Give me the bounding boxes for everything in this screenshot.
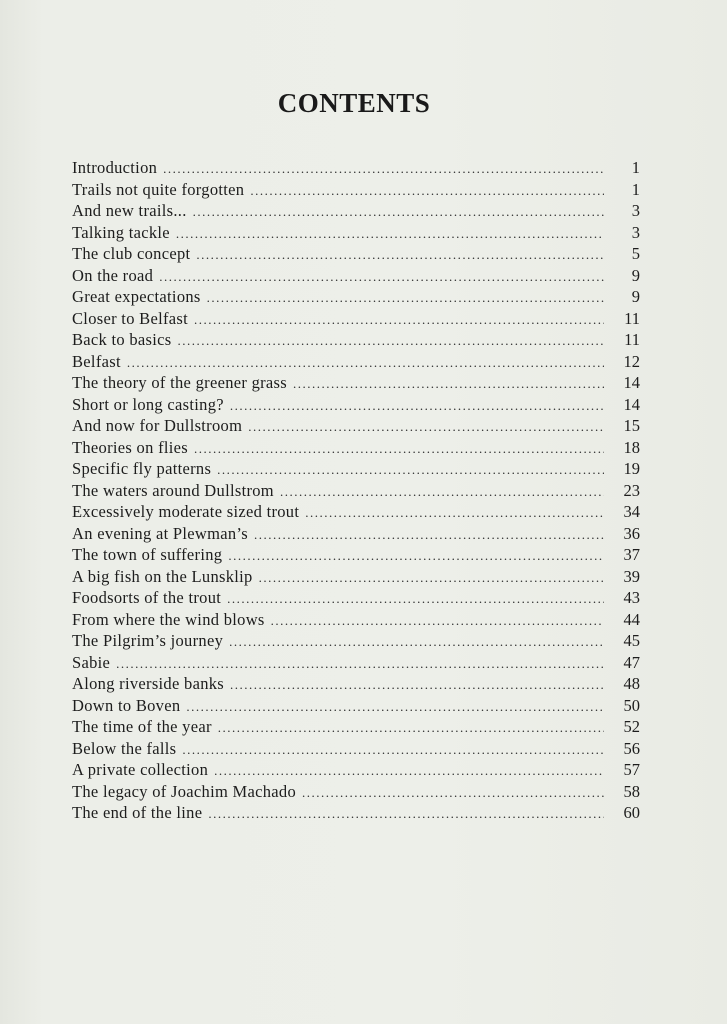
dot-leader: [176, 223, 604, 245]
toc-entry-title: A big fish on the Lunsklip: [72, 566, 253, 586]
toc-entry-page-number: 11: [624, 330, 640, 349]
toc-entry-title: The end of the line: [72, 803, 203, 822]
toc-entry-title: And now for Dullstroom: [72, 416, 243, 435]
dot-leader: [196, 244, 604, 266]
toc-entry-page-number: 58: [623, 781, 640, 801]
toc-entry-page-number: 56: [623, 738, 640, 758]
dot-leader: [207, 287, 604, 309]
toc-entry: [72, 652, 640, 674]
page-title: CONTENTS: [277, 88, 431, 118]
toc-entry-title: Theories on flies: [72, 437, 188, 457]
toc-entry-page-number: 36: [623, 523, 640, 543]
dot-leader: [259, 567, 604, 589]
toc-entry: [72, 501, 640, 523]
toc-entry-title: Specific fly patterns: [72, 459, 212, 478]
toc-entry: [72, 286, 640, 308]
toc-entry-title: Closer to Belfast: [72, 308, 188, 328]
toc-entry-title: The Pilgrim’s journey: [72, 631, 224, 650]
toc-entry-title: Introduction: [72, 158, 158, 177]
toc-entry-title: And new trails...: [72, 201, 187, 220]
toc-entry: [72, 609, 640, 631]
toc-entry-title: The legacy of Joachim Machado: [72, 781, 297, 801]
toc-entry-page-number: 19: [623, 459, 640, 478]
toc-entry: [72, 566, 640, 588]
toc-entry-title: The time of the year: [72, 717, 212, 736]
toc-entry-page-number: 9: [631, 265, 640, 285]
toc-entry-title: On the road: [72, 265, 154, 285]
dot-leader: [182, 739, 604, 761]
dot-leader: [230, 395, 604, 417]
toc-entry: [72, 587, 640, 609]
toc-entry: [72, 157, 640, 179]
toc-entry-title: Foodsorts of the trout: [72, 588, 222, 607]
dot-leader: [194, 309, 604, 331]
toc-entry-page-number: 37: [623, 545, 640, 564]
toc-entry-title: Short or long casting?: [72, 394, 224, 414]
toc-entry-title: The waters around Dullstrom: [72, 480, 274, 500]
toc-entry-title: The theory of the greener grass: [72, 373, 288, 392]
dot-leader: [193, 201, 604, 223]
dot-leader: [229, 631, 604, 653]
toc-entry: [72, 630, 640, 652]
toc-entry: [72, 394, 640, 416]
toc-entry: [72, 308, 640, 330]
toc-entry-page-number: 18: [623, 437, 640, 457]
table-of-contents: [72, 157, 640, 824]
dot-leader: [248, 416, 604, 438]
toc-entry-page-number: 11: [624, 308, 640, 328]
toc-entry: [72, 781, 640, 803]
toc-entry-page-number: 1: [631, 158, 640, 177]
toc-entry-title: A private collection: [72, 760, 209, 779]
toc-entry: [72, 415, 640, 437]
toc-entry-page-number: 14: [623, 373, 640, 392]
toc-entry-page-number: 45: [623, 631, 640, 650]
toc-entry-title: An evening at Plewman’s: [72, 523, 248, 543]
dot-leader: [305, 502, 604, 524]
toc-entry: [72, 673, 640, 695]
toc-entry-page-number: 9: [631, 287, 640, 306]
dot-leader: [186, 696, 604, 718]
toc-entry-page-number: 57: [623, 760, 640, 779]
toc-entry-title: Excessively moderate sized trout: [72, 502, 300, 521]
toc-entry-title: The town of suffering: [72, 545, 223, 564]
dot-leader: [228, 545, 604, 567]
dot-leader: [178, 330, 604, 352]
dot-leader: [302, 782, 604, 804]
toc-entry-page-number: 12: [623, 351, 640, 371]
toc-entry: [72, 243, 640, 265]
toc-entry: [72, 351, 640, 373]
dot-leader: [163, 158, 604, 180]
toc-entry-page-number: 3: [631, 222, 640, 242]
toc-entry: [72, 200, 640, 222]
dot-leader: [254, 524, 604, 546]
toc-entry-page-number: 14: [623, 394, 640, 414]
toc-entry: [72, 222, 640, 244]
toc-entry: [72, 480, 640, 502]
toc-entry-title: Trails not quite forgotten: [72, 179, 245, 199]
toc-entry-title: Great expectations: [72, 287, 201, 306]
toc-entry-page-number: 39: [623, 566, 640, 586]
toc-entry: [72, 265, 640, 287]
dot-leader: [159, 266, 604, 288]
toc-entry: [72, 695, 640, 717]
toc-entry-page-number: 43: [623, 588, 640, 607]
toc-entry-page-number: 47: [623, 652, 640, 672]
dot-leader: [214, 760, 604, 782]
toc-entry-title: Talking tackle: [72, 222, 170, 242]
dot-leader: [116, 653, 604, 675]
toc-entry: [72, 458, 640, 480]
toc-entry: [72, 437, 640, 459]
toc-entry-page-number: 5: [631, 244, 640, 263]
toc-entry-title: Down to Boven: [72, 695, 181, 715]
dot-leader: [293, 373, 604, 395]
toc-entry-page-number: 15: [623, 416, 640, 435]
toc-entry: [72, 738, 640, 760]
toc-entry-title: Belfast: [72, 351, 121, 371]
dot-leader: [194, 438, 604, 460]
toc-entry: [72, 759, 640, 781]
toc-entry: [72, 716, 640, 738]
dot-leader: [271, 610, 604, 632]
toc-entry-page-number: 50: [623, 695, 640, 715]
toc-entry-page-number: 52: [623, 717, 640, 736]
dot-leader: [250, 180, 604, 202]
toc-entry: [72, 802, 640, 824]
toc-entry: [72, 329, 640, 351]
dot-leader: [227, 588, 604, 610]
toc-entry: [72, 179, 640, 201]
toc-entry-page-number: 44: [623, 609, 640, 629]
toc-entry-page-number: 60: [623, 803, 640, 822]
toc-entry-page-number: 34: [623, 502, 640, 521]
toc-entry-title: Back to basics: [72, 330, 172, 349]
dot-leader: [230, 674, 604, 696]
toc-entry-page-number: 48: [623, 674, 640, 693]
toc-entry-title: From where the wind blows: [72, 609, 265, 629]
toc-entry-title: Along riverside banks: [72, 674, 225, 693]
toc-entry: [72, 372, 640, 394]
toc-entry-page-number: 1: [631, 179, 640, 199]
toc-entry: [72, 523, 640, 545]
dot-leader: [208, 803, 604, 825]
dot-leader: [217, 459, 604, 481]
toc-entry-page-number: 3: [631, 201, 640, 220]
dot-leader: [218, 717, 604, 739]
toc-entry: [72, 544, 640, 566]
dot-leader: [127, 352, 604, 374]
toc-entry-title: Sabie: [72, 652, 111, 672]
toc-entry-title: Below the falls: [72, 738, 177, 758]
dot-leader: [280, 481, 604, 503]
toc-entry-title: The club concept: [72, 244, 191, 263]
toc-entry-page-number: 23: [623, 480, 640, 500]
